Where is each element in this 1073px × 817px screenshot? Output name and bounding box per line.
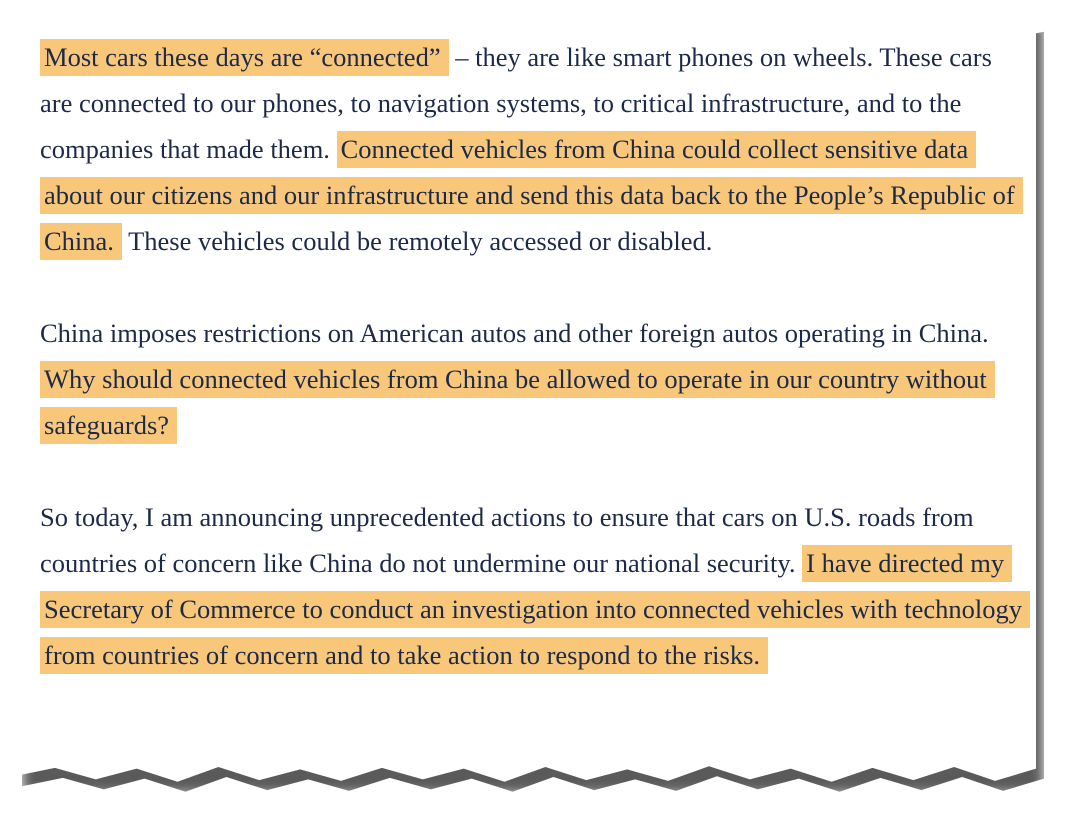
paragraph-china-restrictions	[40, 310, 1030, 448]
body-text: So today, I am announcing unprecedented actions to ensure that cars on U.S. roads from countries of concern like China do not undermine our national security.	[40, 502, 974, 578]
highlighted-text: I have directed my Secretary of Commerce to conduct an investigation into connected vehicles with technology from countries of concern and to take action to respond to the risks.	[40, 545, 1030, 674]
body-text: These vehicles could be remotely accessed or disabled.	[121, 226, 713, 256]
paragraph-connected-cars	[40, 34, 1030, 264]
paragraph-announcement	[40, 494, 1030, 678]
statement-text	[40, 34, 1030, 678]
body-text: – they are like smart phones on wheels. These cars are connected to our phones, to navigation systems, to critical infrastructure, and to the companies that made them.	[40, 42, 992, 164]
highlighted-text: Most cars these days are “connected”	[40, 39, 449, 76]
highlighted-text: Connected vehicles from China could collect sensitive data about our citizens and our infrastructure and send this data back to the People’s Republic of China.	[40, 131, 1023, 260]
highlighted-text: Why should connected vehicles from China be allowed to operate in our country without safeguards?	[40, 361, 995, 444]
body-text: China imposes restrictions on American autos and other foreign autos operating in China.	[40, 318, 989, 348]
